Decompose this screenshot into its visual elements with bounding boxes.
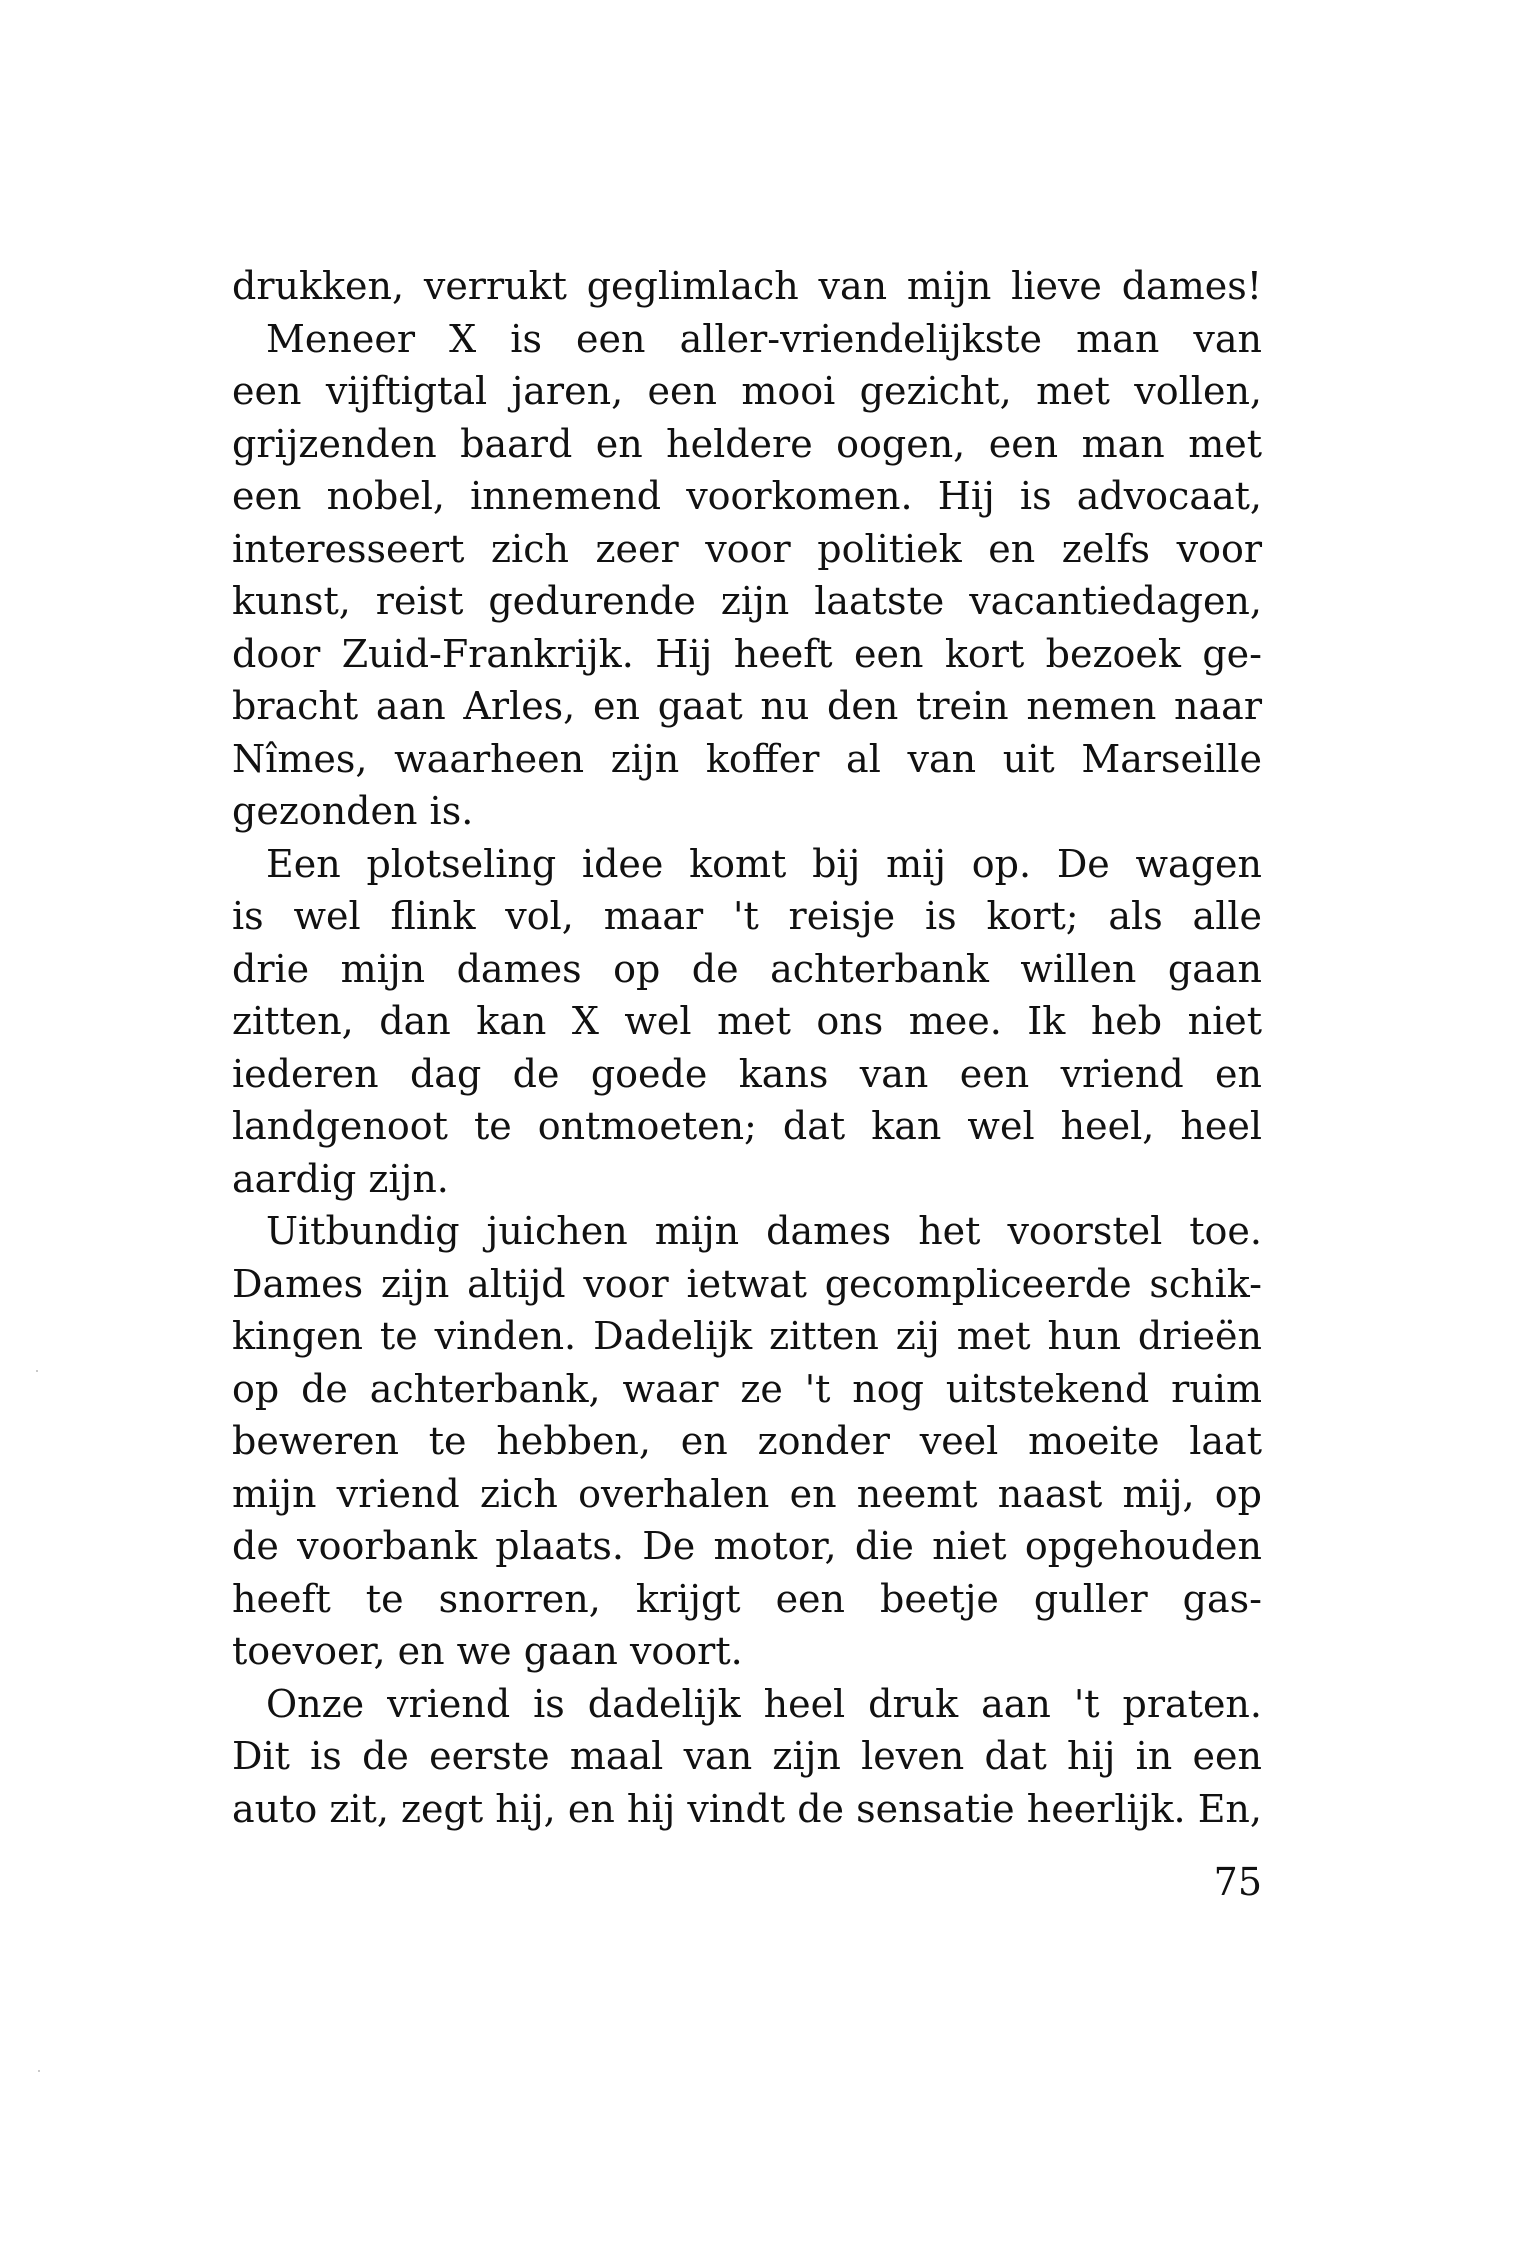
text-line: is wel flink vol, maar 't reisje is kort; als alle [232, 894, 1262, 938]
text-line: auto zit, zegt hij, en hij vindt de sensatie heerlijk. En, [232, 1786, 1262, 1831]
text-line: Nîmes, waarheen zijn koffer al van uit Marseille [232, 736, 1262, 781]
text-line: kingen te vinden. Dadelijk zitten zij met hun drieën [232, 1314, 1262, 1358]
text-line: kunst, reist gedurende zijn laatste vacantiedagen, [232, 579, 1262, 623]
text-line: drukken, verrukt geglimlach van mijn lieve dames! [232, 264, 1262, 308]
text-line: Dit is de eerste maal van zijn leven dat hij in een [232, 1734, 1262, 1778]
text-line: landgenoot te ontmoeten; dat kan wel heel, heel [232, 1104, 1262, 1148]
page-number: 75 [1213, 1860, 1262, 1904]
text-line: Een plotseling idee komt bij mij op. De wagen [266, 841, 1262, 886]
text-line: gezonden is. [232, 789, 474, 833]
text-line: een vijftigtal jaren, een mooi gezicht, met vollen, [232, 369, 1262, 413]
paper-speck [36, 1370, 38, 1372]
text-line: aardig zijn. [232, 1156, 449, 1201]
text-line: een nobel, innemend voorkomen. Hij is advocaat, [232, 474, 1262, 518]
text-line: op de achterbank, waar ze 't nog uitstekend ruim [232, 1366, 1262, 1411]
text-line: toevoer, en we gaan voort. [232, 1629, 743, 1673]
text-line: door Zuid-Frankrijk. Hij heeft een kort bezoek ge- [232, 631, 1262, 676]
paper-speck [38, 2070, 40, 2072]
text-line: beweren te hebben, en zonder veel moeite laat [232, 1419, 1262, 1463]
text-line: heeft te snorren, krijgt een beetje guller gas- [232, 1576, 1262, 1621]
text-line: interesseert zich zeer voor politiek en zelfs voor [232, 526, 1262, 571]
text-line: Onze vriend is dadelijk heel druk aan 't praten. [266, 1681, 1262, 1726]
text-line: zitten, dan kan X wel met ons mee. Ik heb niet [232, 999, 1262, 1043]
text-line: bracht aan Arles, en gaat nu den trein nemen naar [232, 684, 1262, 728]
text-line: iederen dag de goede kans van een vriend en [232, 1051, 1262, 1096]
text-line: drie mijn dames op de achterbank willen gaan [232, 946, 1262, 991]
text-line: Dames zijn altijd voor ietwat gecompliceerde schik- [232, 1261, 1262, 1306]
text-line: Uitbundig juichen mijn dames het voorstel toe. [266, 1209, 1262, 1253]
text-line: de voorbank plaats. De motor, die niet opgehouden [232, 1524, 1262, 1568]
text-line: grijzenden baard en heldere oogen, een man met [232, 421, 1262, 466]
text-line: mijn vriend zich overhalen en neemt naast mij, op [232, 1471, 1262, 1516]
text-line: Meneer X is een aller-vriendelijkste man van [266, 316, 1262, 361]
body-text [232, 260, 1262, 1835]
